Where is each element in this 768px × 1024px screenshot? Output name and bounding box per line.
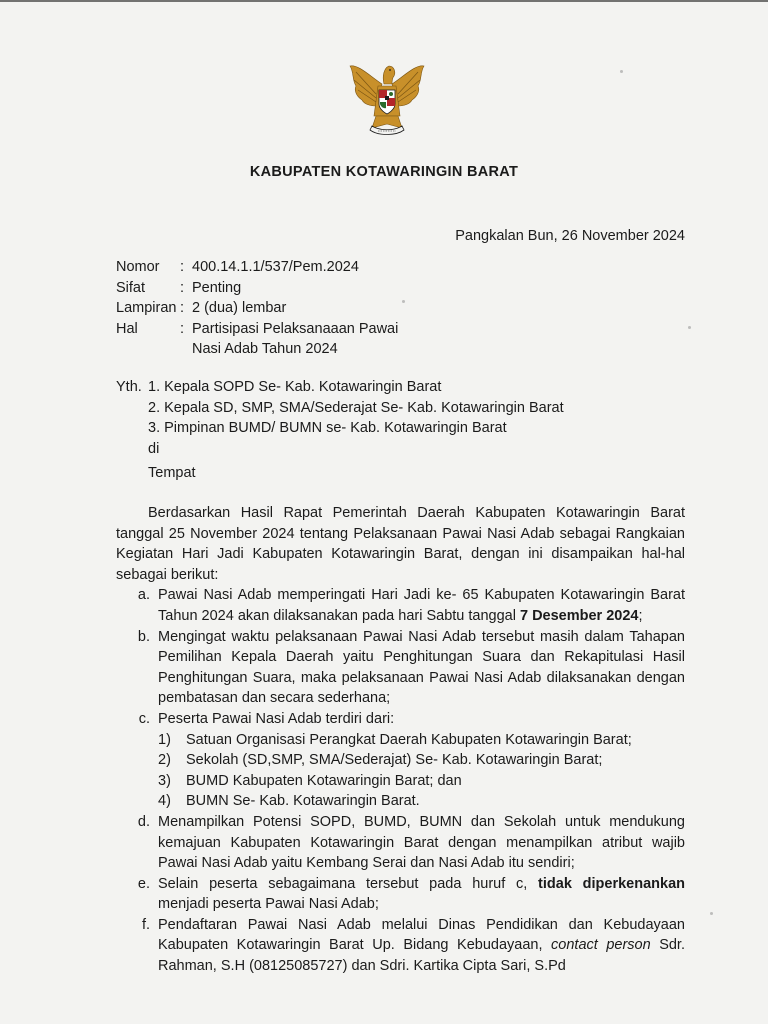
item-text: Peserta Pawai Nasi Adab terdiri dari: xyxy=(158,710,395,727)
meta-colon: : xyxy=(180,259,185,275)
item-marker: c. xyxy=(138,710,150,727)
item-marker: b. xyxy=(137,628,150,645)
item-text: Pawai Nasi Adab memperingati Hari Jadi ke- 65 Kabupaten Kotawaringin Barat Tahun 2024 akan dilaksanakan pada hari Sabtu tanggal xyxy=(158,587,685,624)
recipient-item: 3. Pimpinan BUMD/ BUMN se- Kab. Kotawaringin Barat xyxy=(148,420,507,436)
sub-list-item xyxy=(158,750,685,771)
item-text: Menampilkan Potensi SOPD, BUMD, BUMN dan Sekolah untuk mendukung kemajuan Kabupaten Kotawaringin Barat dengan menampilkan atribut wajib Pawai Nasi Adab yaitu Kembang Serai dan Nasi Adab itu sendiri; xyxy=(158,813,685,872)
meta-value-continued: Nasi Adab Tahun 2024 xyxy=(192,341,338,357)
meta-colon: : xyxy=(180,279,185,296)
yth-label: Yth. xyxy=(116,379,142,395)
sub-marker: 2) xyxy=(158,752,171,769)
item-marker: f. xyxy=(141,916,150,933)
recipient-place: Tempat xyxy=(148,465,196,481)
meta-value: 2 (dua) lembar xyxy=(192,300,287,316)
item-text: Mengingat waktu pelaksanaan Pawai Nasi Adab tersebut masih dalam Tahapan Pemilihan Kepala Daerah yaitu Penghitungan Suara dan Rekapitulasi Hasil Penghitungan Suara, maka pelaksanaan Pawai Nasi Adab dilaksanakan dengan pembatasan dan secara sederhana; xyxy=(158,628,685,707)
scan-speck xyxy=(402,300,405,303)
meta-colon: : xyxy=(180,300,185,316)
item-tail: menjadi peserta Pawai Nasi Adab; xyxy=(158,896,379,913)
list-item xyxy=(116,585,685,626)
meta-colon: : xyxy=(180,320,185,337)
meta-label: Sifat xyxy=(116,279,146,296)
list-item xyxy=(116,915,685,977)
item-bold-text: tidak diperkenankan xyxy=(538,875,685,892)
garuda-pancasila-emblem-icon xyxy=(342,54,432,144)
meta-value: Penting xyxy=(192,279,242,296)
list-item xyxy=(116,709,685,812)
letter-meta xyxy=(116,257,398,360)
item-marker: d. xyxy=(137,813,150,830)
scan-speck xyxy=(710,912,713,915)
item-marker: a. xyxy=(137,587,150,604)
meta-row-hal xyxy=(116,319,398,340)
item-bold-text: 7 Desember 2024 xyxy=(519,607,639,624)
item-tail: ; xyxy=(638,607,643,624)
sub-marker: 3) xyxy=(158,772,171,789)
list-item xyxy=(116,627,685,709)
meta-row-nomor xyxy=(116,257,398,278)
sub-list-item xyxy=(158,791,685,812)
meta-label: Hal xyxy=(116,320,138,337)
sub-text: Sekolah (SD,SMP, SMA/Sederajat) Se- Kab. Kotawaringin Barat; xyxy=(186,752,603,769)
item-marker: e. xyxy=(137,875,150,892)
list-item xyxy=(116,812,685,874)
meta-value: Partisipasi Pelaksanaaan Pawai xyxy=(192,320,399,337)
sub-marker: 1) xyxy=(158,731,171,748)
recipient-item: 1. Kepala SOPD Se- Kab. Kotawaringin Barat xyxy=(148,379,442,395)
sub-list-item xyxy=(158,730,685,751)
region-title: KABUPATEN KOTAWARINGIN BARAT xyxy=(249,164,519,180)
opening-paragraph: Berdasarkan Hasil Rapat Pemerintah Daerah Kabupaten Kotawaringin Barat tanggal 25 November 2024 tentang Pelaksanaan Pawai Nasi Adab sebagai Rangkaian Kegiatan Hari Jadi Kabupaten Kotawaringin Barat, dengan ini disampaikan hal-hal sebagai berikut: xyxy=(116,505,685,583)
sub-text: BUMN Se- Kab. Kotawaringin Barat. xyxy=(186,793,420,810)
list-item xyxy=(116,874,685,915)
point-list xyxy=(116,585,685,976)
sub-text: Satuan Organisasi Perangkat Daerah Kabupaten Kotawaringin Barat; xyxy=(186,731,632,748)
recipient-item: 2. Kepala SD, SMP, SMA/Sederajat Se- Kab. Kotawaringin Barat xyxy=(148,399,564,416)
recipient-di: di xyxy=(148,440,160,457)
scan-speck xyxy=(620,70,623,73)
letter-body xyxy=(116,503,685,977)
participant-list xyxy=(158,730,685,812)
scan-speck xyxy=(688,326,691,329)
item-tail: Sdr. Rahman, S.H (08125085727) dan Sdri. Kartika Cipta Sari, S.Pd xyxy=(158,937,685,975)
recipient-row xyxy=(116,377,564,398)
item-text: Selain peserta sebagaimana tersebut pada huruf c, xyxy=(158,875,539,892)
meta-row-lampiran xyxy=(116,298,398,319)
meta-row-sifat xyxy=(116,278,398,299)
sub-text: BUMD Kabupaten Kotawaringin Barat; dan xyxy=(186,772,462,789)
sub-marker: 4) xyxy=(158,793,171,810)
place-date: Pangkalan Bun, 26 November 2024 xyxy=(455,228,685,244)
recipients xyxy=(116,377,564,484)
item-text: Pendaftaran Pawai Nasi Adab melalui Dinas Pendidikan dan Kebudayaan Kabupaten Kotawaringin Barat Up. Bidang Kebudayaan, xyxy=(158,916,685,954)
meta-label: Nomor xyxy=(116,259,160,275)
top-edge-line xyxy=(0,0,768,2)
meta-value: 400.14.1.1/537/Pem.2024 xyxy=(192,259,359,275)
item-italic-text: contact person xyxy=(551,937,651,954)
meta-label: Lampiran xyxy=(116,300,177,316)
sub-list-item xyxy=(158,771,685,792)
